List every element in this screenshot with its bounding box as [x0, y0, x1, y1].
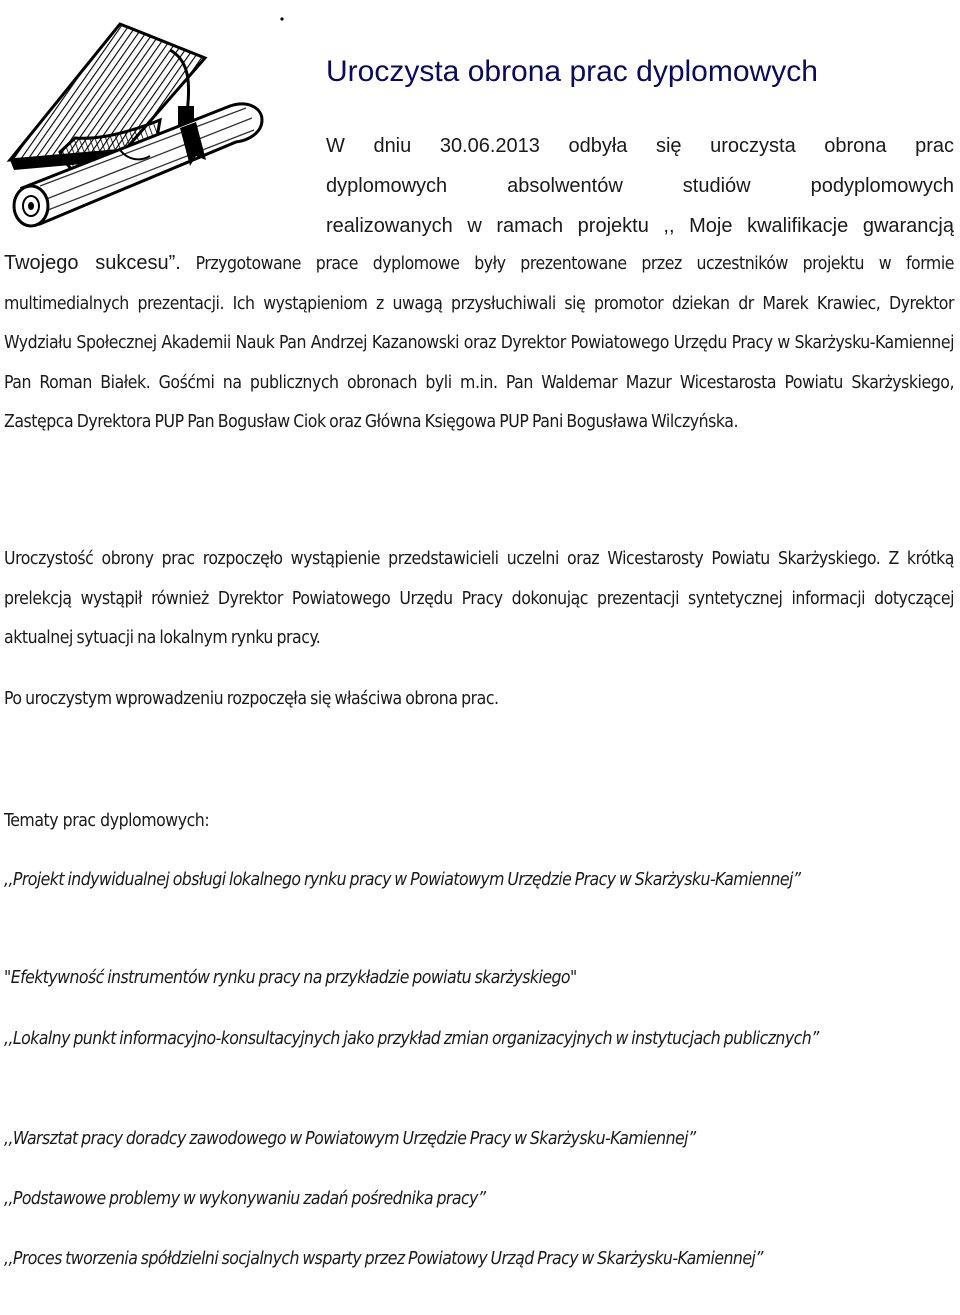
topic-item: "Efektywność instrumentów rynku pracy na przykładzie powiatu skarżyskiego"	[4, 968, 577, 988]
topic-item: ,,Proces tworzenia spółdzielni socjalnych wsparty przez Powiatowy Urząd Pracy w Skarżysku-Kamiennej”	[4, 1249, 763, 1269]
paragraph-1	[4, 244, 954, 443]
article-title: Uroczysta obrona prac dyplomowych	[326, 55, 818, 88]
topic-item: ,,Warsztat pracy doradcy zawodowego w Powiatowym Urzędzie Pracy w Skarżysku-Kamiennej”	[4, 1129, 696, 1149]
topic-item: ,,Projekt indywidualnej obsługi lokalnego rynku pracy w Powiatowym Urzędzie Pracy w Skarżysku-Kamiennej”	[4, 870, 801, 890]
topics-heading: Tematy prac dyplomowych:	[4, 811, 210, 831]
paragraph-3: Po uroczystym wprowadzeniu rozpoczęła się właściwa obrona prac.	[4, 689, 499, 709]
intro-line: W dniu 30.06.2013 odbyła się uroczysta obrona prac	[326, 135, 954, 157]
intro-line: realizowanych w ramach projektu ,, Moje kwalifikacje gwarancją	[326, 215, 954, 237]
topic-item: ,,Podstawowe problemy w wykonywaniu zadań pośrednika pracy”	[4, 1189, 486, 1209]
paragraph-2: Uroczystość obrony prac rozpoczęło wystąpienie przedstawicieli uczelni oraz Wicestarosty Powiatu Skarżyskiego. Z krótką prelekcją wystąpił również Dyrektor Powiatowego Urzędu Pracy dokonując prezentacji syntetycznej informacji dotyczącej aktualnej sytuacji na lokalnym rynku pracy.	[4, 549, 954, 648]
intro-line: dyplomowych absolwentów studiów podyplomowych	[326, 175, 954, 197]
topic-item: ,,Lokalny punkt informacyjno-konsultacyjnych jako przykład zmian organizacyjnych w instytucjach publicznych”	[4, 1029, 819, 1049]
graduation-cap-and-diploma-icon	[0, 10, 300, 240]
intro-continuation: Twojego sukcesu”.	[4, 252, 181, 274]
paragraph-1-text: Przygotowane prace dyplomowe były prezentowane przez uczestników projektu w formie multimedialnych prezentacji. Ich wystąpieniom z uwagą przysłuchiwali się promotor dziekan dr Marek Krawiec, Dyrektor Wydziału Społecznej Akademii Nauk Pan Andrzej Kazanowski oraz Dyrektor Powiatowego Urzędu Pracy w Skarżysku-Kamiennej Pan Roman Białek. Gośćmi na publicznych obronach byli m.in. Pan Waldemar Mazur Wicestarosta Powiatu Skarżyskiego, Zastępca Dyrektora PUP Pan Bogusław Ciok oraz Główna Księgowa PUP Pani Bogusława Wilczyńska.	[4, 254, 954, 432]
